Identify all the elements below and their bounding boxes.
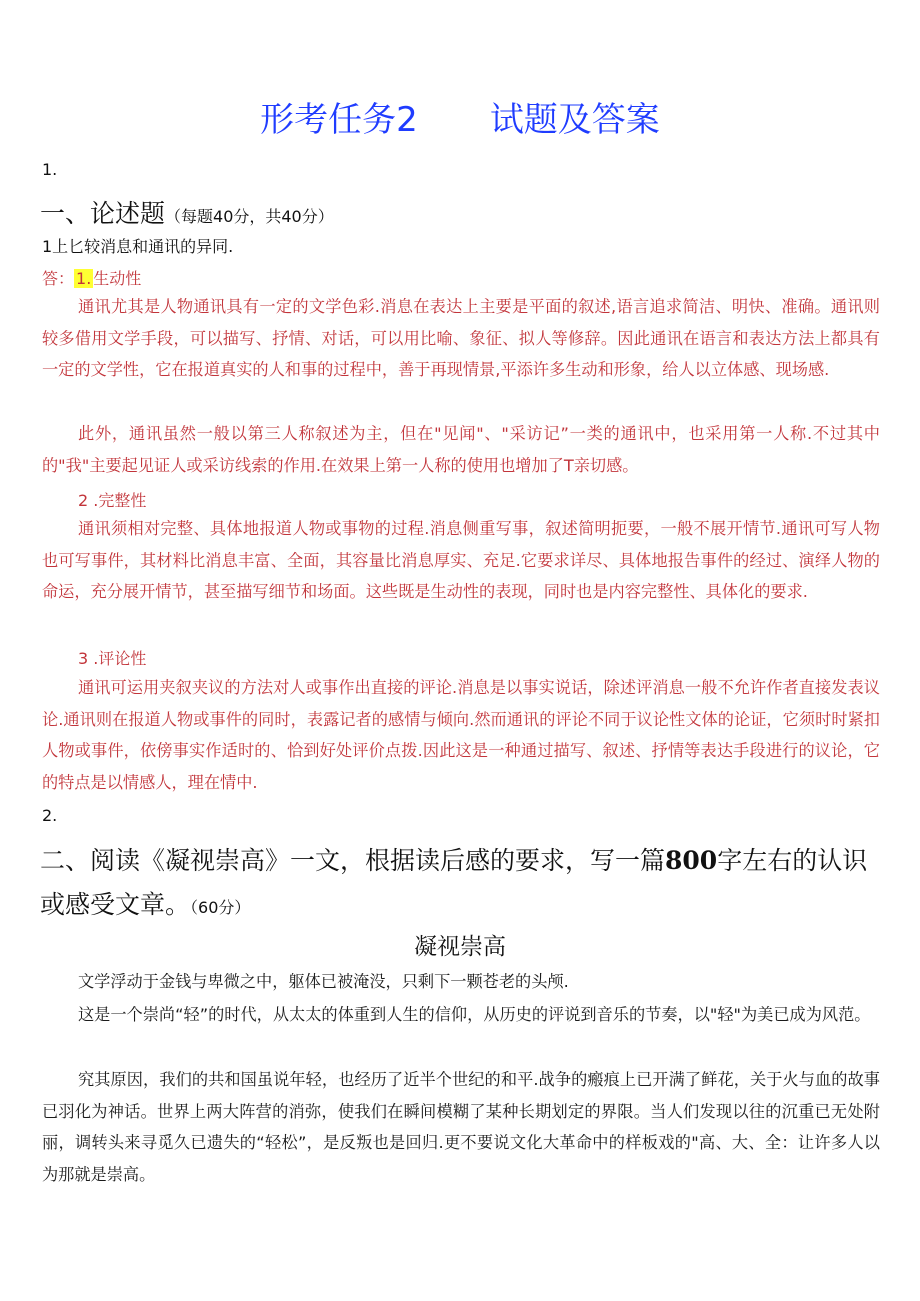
section1-title: 一、论述题	[40, 199, 166, 228]
answer-point2: 2 .完整性	[78, 491, 147, 510]
section2-heading	[40, 839, 890, 930]
point1-number-highlight: 1.	[76, 269, 92, 288]
item-number-1: 1.	[42, 160, 58, 179]
answer-paragraph-2: 此外，通讯虽然一般以第三人称叙述为主，但在"见闻"、"采访记”一类的通讯中，也采用第一人称.不过其中的"我"主要起见证人或采访线索的作用.在效果上第一人称的使用也增加了T亲切感。	[42, 424, 880, 475]
section2-points: （60分）	[190, 898, 251, 917]
title-right: 试题及答案	[489, 100, 660, 140]
essay-paragraph-2: 这是一个崇尚“轻”的时代，从太太的体重到人生的信仰，从历史的评说到音乐的节奏，以"轻"为美已成为风范。	[78, 1005, 871, 1024]
answer-point3: 3 .评论性	[78, 649, 147, 668]
page-title	[0, 92, 920, 141]
title-left: 形考任务2	[260, 100, 418, 140]
essay-title: 凝视崇高	[414, 934, 506, 960]
answer-point1-line	[42, 266, 141, 289]
answer-paragraph-3: 通讯须相对完整、具体地报道人物或事物的过程.消息侧重写事，叙述简明扼要，一般不展开情节.通讯可写人物也可写事件，其材料比消息丰富、全面，其容量比消息厚实、充足.它要求详尽、具体地报告事件的经过、演绎人物的命运，充分展开情节，甚至描写细节和场面。这些既是生动性的表现，同时也是内容完整性、具体化的要求.	[42, 519, 880, 601]
section1-points: （每题40分，共40分）	[165, 207, 334, 226]
point1-title: 生动性	[93, 269, 142, 288]
answer-paragraph-1: 通讯尤其是人物通讯具有一定的文学色彩.消息在表达上主要是平面的叙述,语言追求简洁、明快、准确。通讯则较多借用文学手段，可以描写、抒情、对话，可以用比喻、象征、拟人等修辞。因此通讯在语言和表达方法上都具有一定的文学性，它在报道真实的人和事的过程中，善于再现情景,平添许多生动和形象，给人以立体感、现场感.	[42, 297, 880, 379]
essay-paragraph-1: 文学浮动于金钱与卑微之中，躯体已被淹没，只剩下一颗苍老的头颅.	[78, 972, 569, 991]
essay-paragraph-3: 究其原因，我们的共和国虽说年轻，也经历了近半个世纪的和平.战争的瘢痕上已开满了鲜花，关于火与血的故事已羽化为神话。世界上两大阵营的消弥，使我们在瞬间模糊了某种长期划定的界限。当人们发现以往的沉重已无处附丽，调转头来寻觅久已遗失的“轻松”，是反叛也是回归.更不要说文化大革命中的样板戏的"高、大、全：让许多人以为那就是崇高。	[42, 1070, 880, 1184]
answer-label: 答：	[42, 269, 75, 288]
item-number-2: 2.	[42, 806, 58, 825]
answer-paragraph-4: 通讯可运用夹叙夹议的方法对人或事作出直接的评论.消息是以事实说话，除述评消息一般不允许作者直接发表议论.通讯则在报道人物或事件的同时，表露记者的感情与倾向.然而通讯的评论不同于议论性文体的论证，它须时时紧扣人物或事件，依傍事实作适时的、恰到好处评价点拨.因此这是一种通过描写、叙述、抒情等表达手段进行的议论，它的特点是以情感人，理在情中.	[42, 678, 880, 792]
question-1: 1上匕较消息和通讯的异同.	[42, 237, 234, 256]
section1-heading	[40, 194, 334, 230]
section2-heading-post: 字左右的认识或感受文章。	[40, 846, 868, 919]
section2-heading-pre: 二、阅读《凝视崇高》一文，根据读后感的要求，写一篇	[40, 846, 666, 875]
section2-heading-number: 800	[665, 846, 718, 875]
